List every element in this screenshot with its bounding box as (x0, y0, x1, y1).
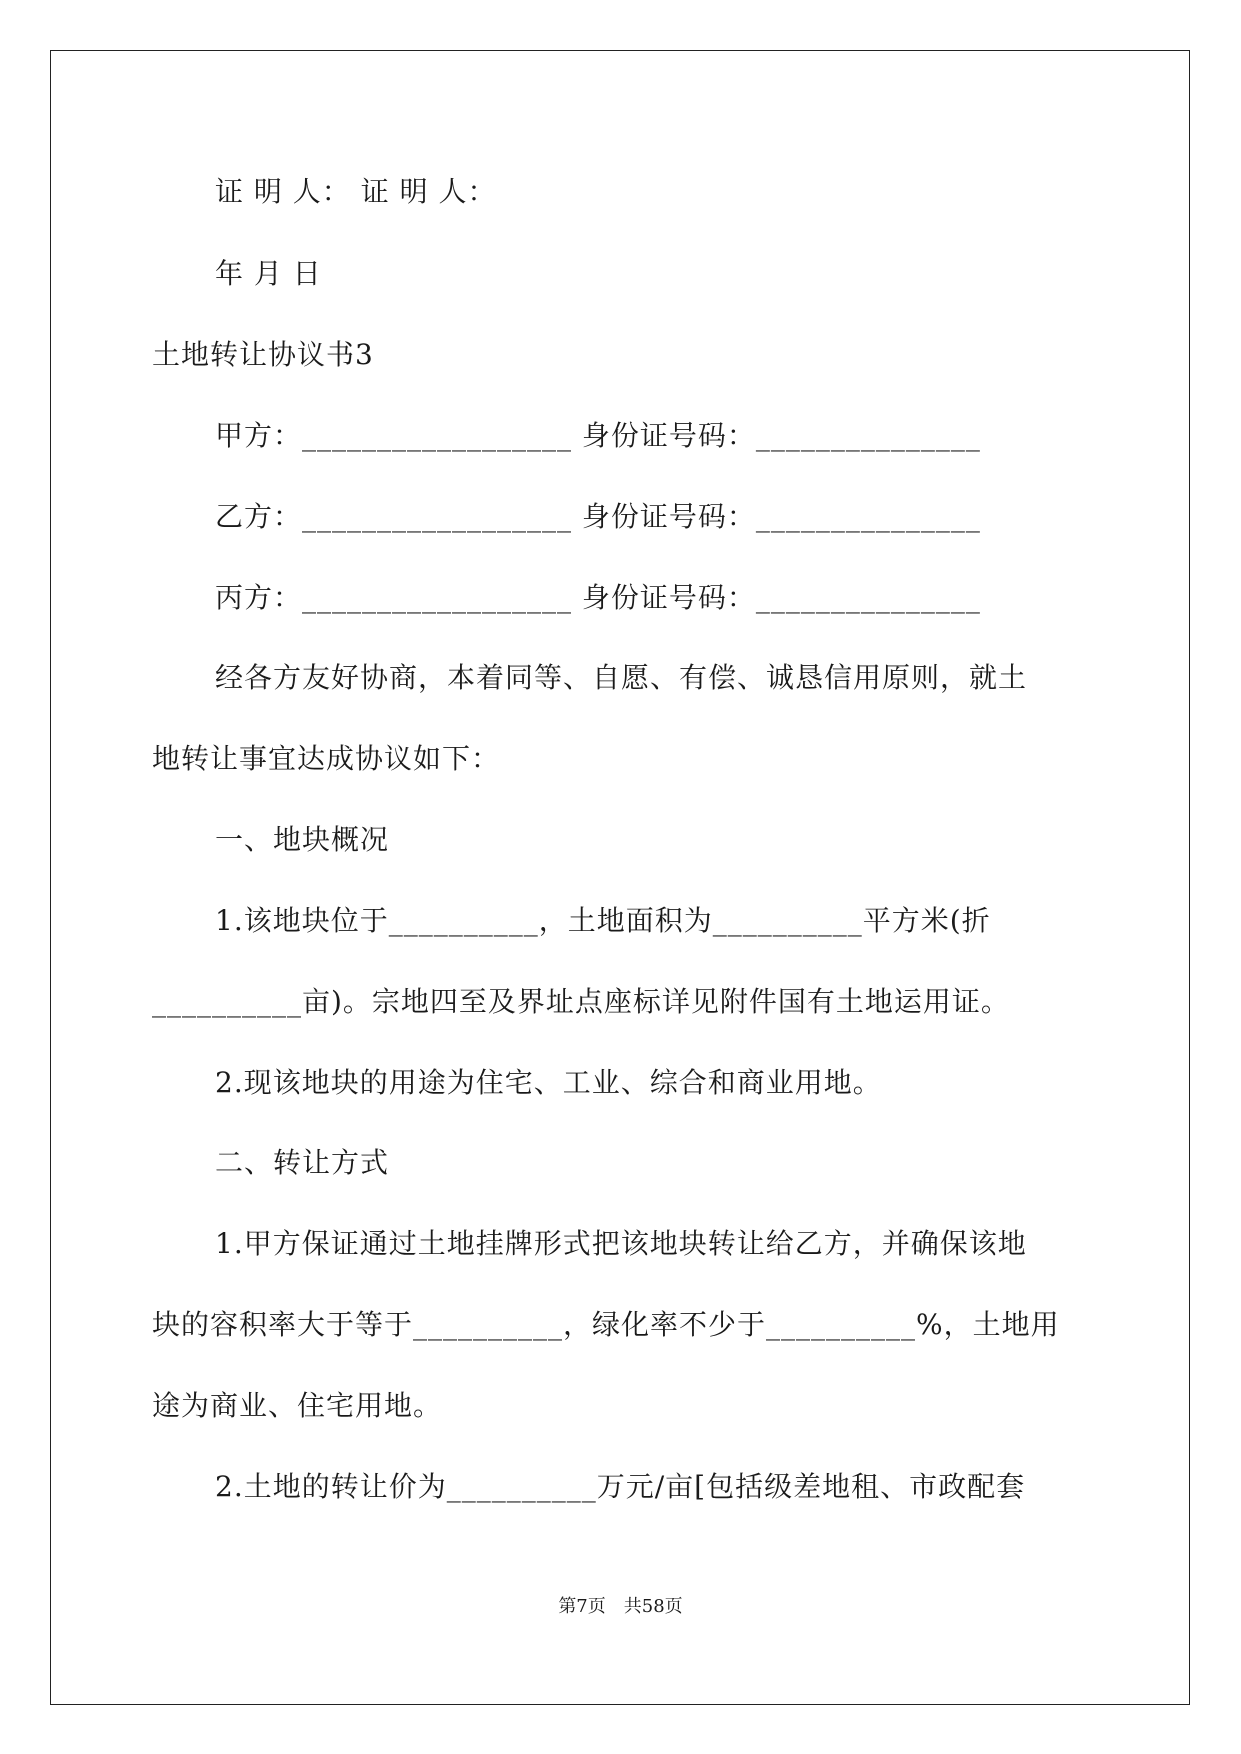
witness-line: 证 明 人： 证 明 人： (215, 175, 497, 208)
date-line: 年 月 日 (215, 257, 322, 290)
page-border (50, 50, 1190, 1705)
party-a-line: 甲方：__________________ 身份证号码：_______________ (215, 419, 981, 452)
paragraph-line: 块的容积率大于等于__________，绿化率不少于__________%，土地用 (152, 1308, 1060, 1341)
paragraph-line: 途为商业、住宅用地。 (152, 1389, 443, 1422)
heading-line: 二、转让方式 (215, 1146, 390, 1179)
paragraph-line: 地转让事宜达成协议如下： (152, 742, 501, 775)
page-footer: 第7页 共58页 (558, 1596, 683, 1617)
paragraph-line: 2.土地的转让价为__________万元/亩[包括级差地租、市政配套 (215, 1470, 1026, 1503)
paragraph-line: 经各方友好协商，本着同等、自愿、有偿、诚恳信用原则，就土 (215, 661, 1028, 694)
paragraph-line: 2.现该地块的用途为住宅、工业、综合和商业用地。 (215, 1066, 882, 1099)
party-b-line: 乙方：__________________ 身份证号码：_______________ (215, 500, 981, 533)
paragraph-line: 1.甲方保证通过土地挂牌形式把该地块转让给乙方，并确保该地 (215, 1227, 1027, 1260)
party-c-line: 丙方：__________________ 身份证号码：_______________ (215, 581, 981, 614)
heading-line: 一、地块概况 (215, 823, 390, 856)
section-title: 土地转让协议书3 (152, 338, 374, 371)
paragraph-line: __________亩)。宗地四至及界址点座标详见附件国有土地运用证。 (152, 985, 1010, 1018)
paragraph-line: 1.该地块位于__________，土地面积为__________平方米(折 (215, 904, 991, 937)
